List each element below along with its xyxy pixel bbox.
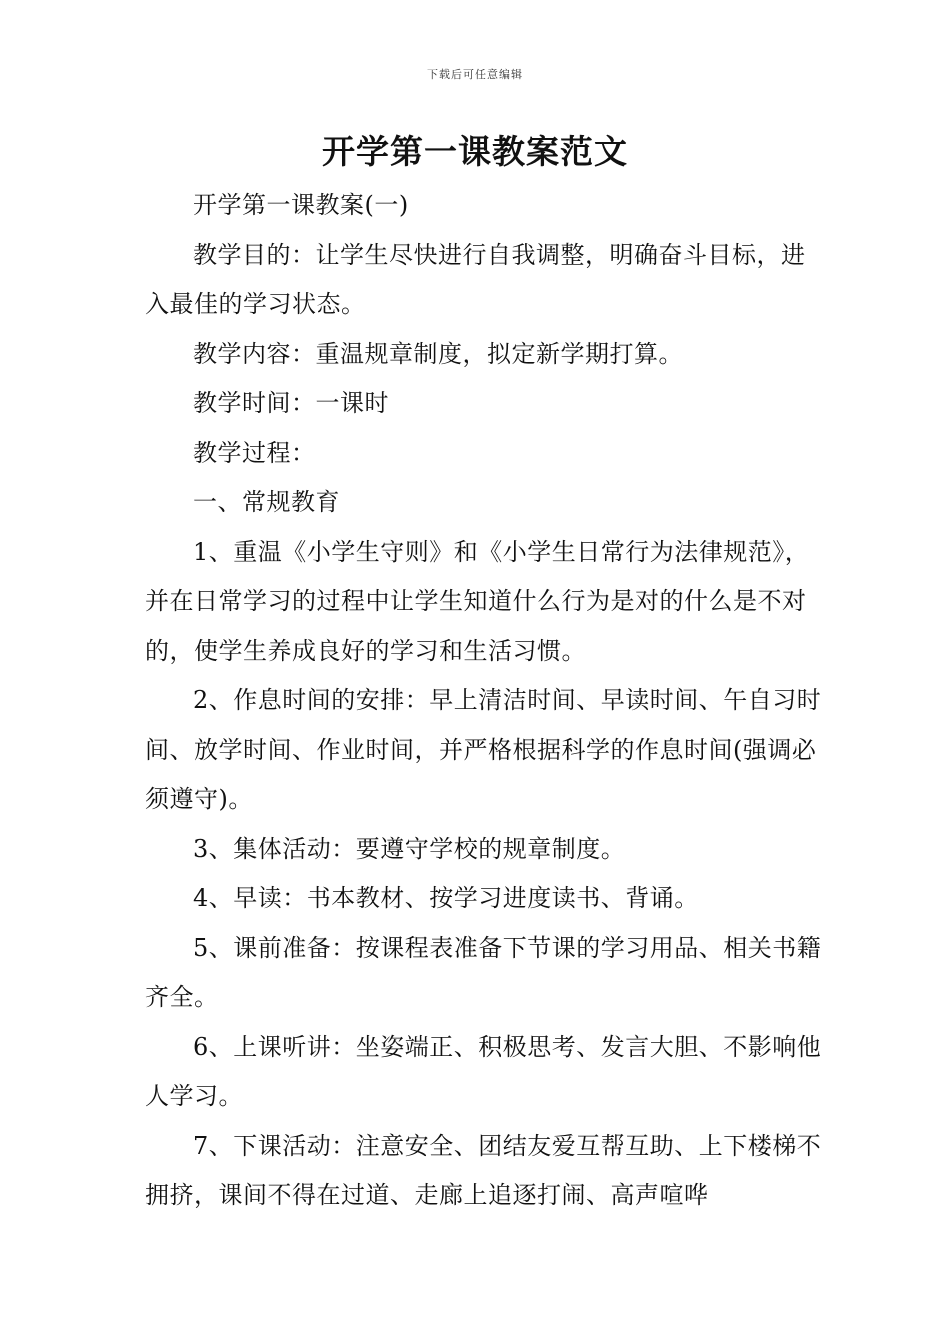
paragraph: 1、重温《小学生守则》和《小学生日常行为法律规范》，并在日常学习的过程中让学生知道什么行为是对的什么是不对的，使学生养成良好的学习和生活习惯。	[145, 537, 810, 665]
paragraph: 3、集体活动：要遵守学校的规章制度。	[193, 834, 626, 863]
paragraph: 一、常规教育	[193, 488, 340, 516]
document-title: 开学第一课教案范文	[322, 132, 628, 171]
paragraph: 教学内容：重温规章制度，拟定新学期打算。	[193, 339, 683, 368]
paragraph: 教学过程：	[193, 438, 316, 467]
paragraph: 教学时间：一课时	[193, 389, 389, 417]
header-note: 下载后可任意编辑	[427, 68, 523, 81]
paragraph: 2、作息时间的安排：早上清洁时间、早读时间、午自习时间、放学时间、作业时间，并严格根据科学的作息时间(强调必须遵守)。	[145, 686, 822, 813]
paragraph: 4、早读：书本教材、按学习进度读书、背诵。	[193, 884, 699, 912]
paragraph: 6、上课听讲：坐姿端正、积极思考、发言大胆、不影响他人学习。	[145, 1032, 822, 1110]
paragraph: 开学第一课教案(一)	[193, 191, 409, 219]
paragraph: 5、课前准备：按课程表准备下节课的学习用品、相关书籍齐全。	[145, 933, 822, 1011]
paragraph: 7、下课活动：注意安全、团结友爱互帮互助、上下楼梯不拥挤，课间不得在过道、走廊上追逐打闹、高声喧哗	[145, 1131, 822, 1209]
document-body	[145, 181, 825, 1221]
paragraph: 教学目的：让学生尽快进行自我调整，明确奋斗目标，进入最佳的学习状态。	[145, 240, 806, 318]
